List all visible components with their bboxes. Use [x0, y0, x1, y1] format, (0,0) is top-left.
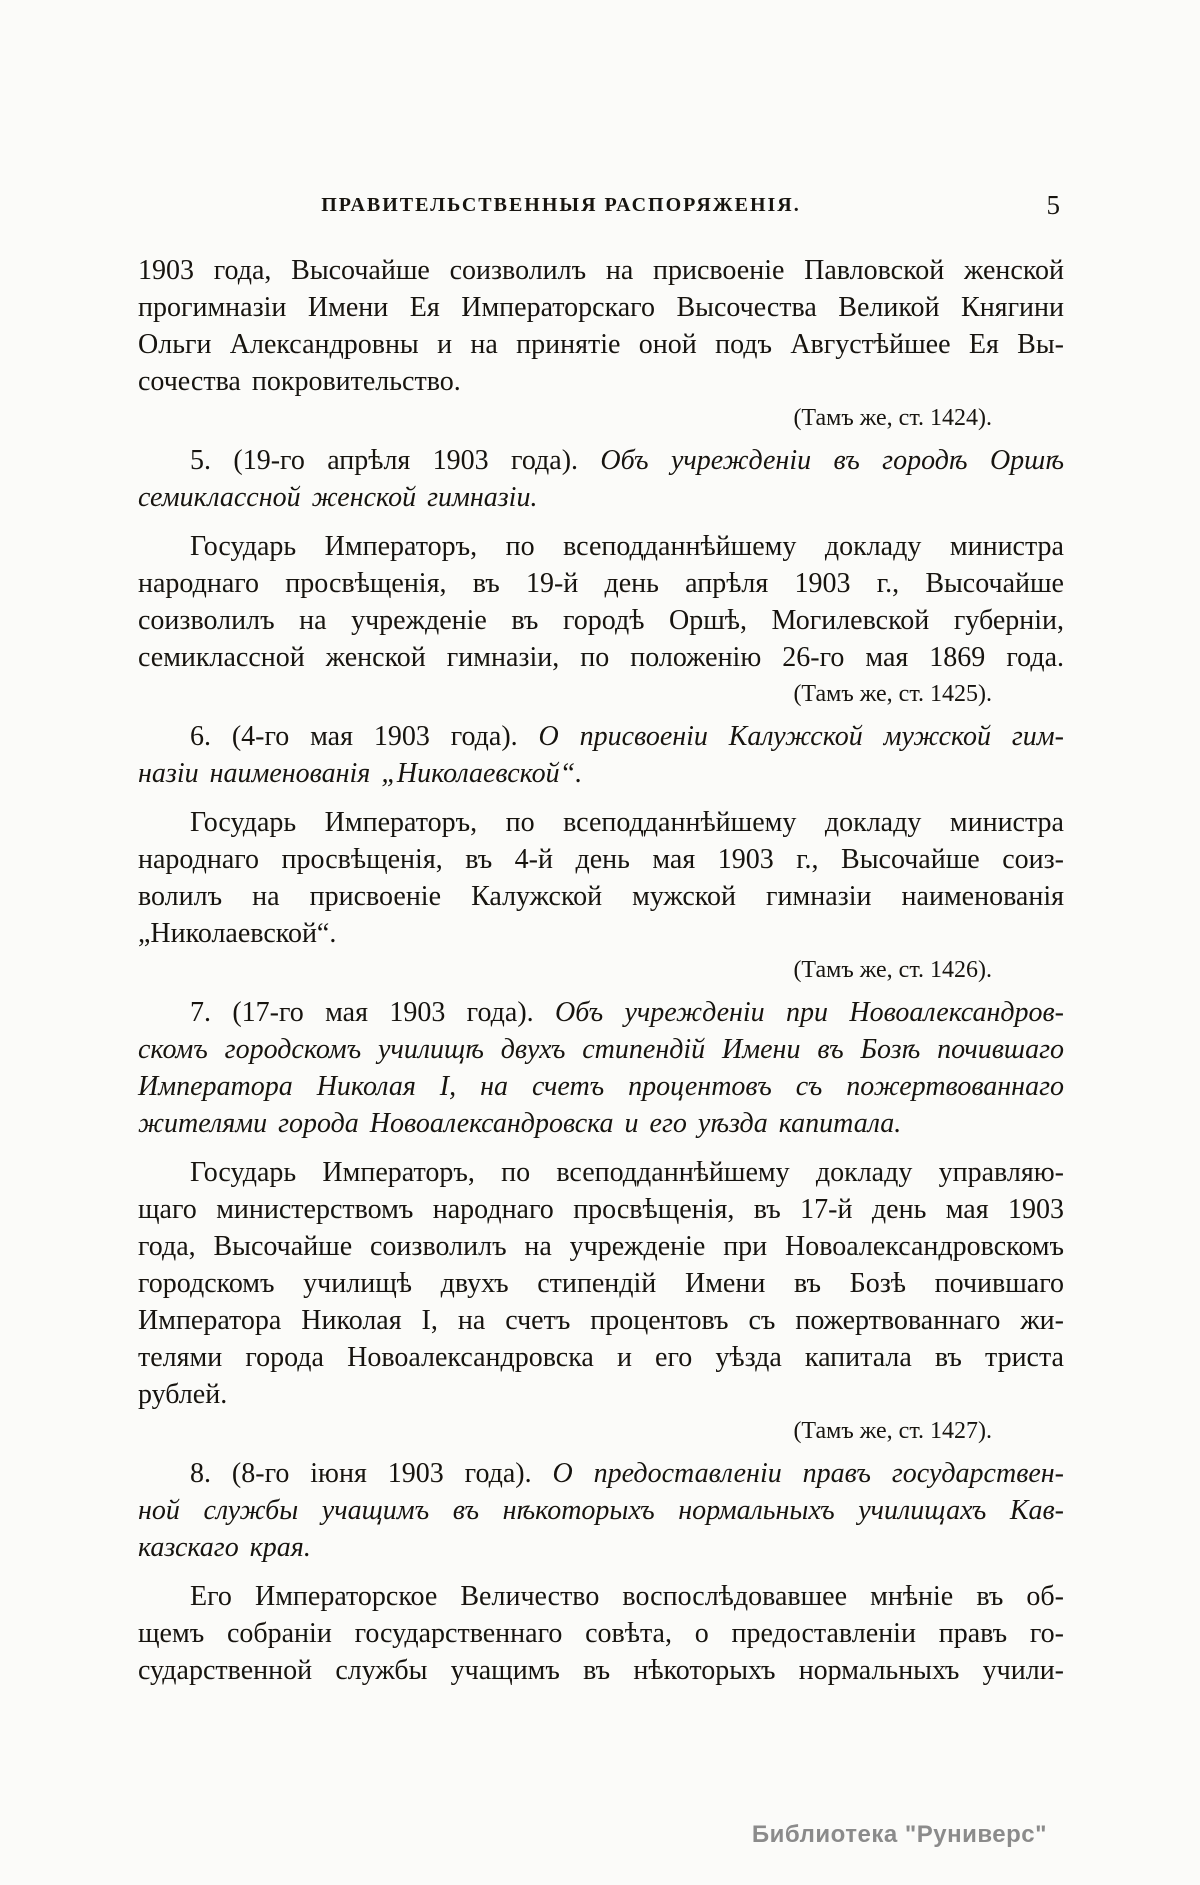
page-header [138, 190, 1064, 220]
text-line: народнаго просвѣщенія, въ 4-й день мая 1903 г., Высочайше соиз- [138, 844, 1064, 875]
text-line: Ольги Александровны и на принятіе оной подъ Августѣйшее Ея Вы- [138, 329, 1064, 360]
text-line: Государь Императоръ, по всеподданнѣйшему докладу управляю- [190, 1157, 1064, 1188]
citation: (Тамъ же, ст. 1426). [793, 957, 992, 983]
paragraph [138, 1154, 1064, 1413]
text-line: года, Высочайше соизволилъ на учрежденіе при Новоалександровскомъ [138, 1231, 1064, 1262]
heading-number-date: 5. (19-го апрѣля 1903 года). [190, 445, 601, 476]
heading-title-text: Объ учрежденіи при Новоалександров- [555, 997, 1064, 1028]
section-heading [138, 718, 1064, 792]
section-heading [138, 1455, 1064, 1566]
text-line [138, 994, 1064, 1031]
citation: (Тамъ же, ст. 1424). [793, 405, 992, 431]
text-line: щаго министерствомъ народнаго просвѣщенія, въ 17-й день мая 1903 [138, 1194, 1064, 1225]
text-line: семиклассной женской гимназіи. [138, 482, 538, 513]
text-line: щемъ собраніи государственнаго совѣта, о предоставленіи правъ го- [138, 1618, 1064, 1649]
text-line: „Николаевской“. [138, 918, 337, 949]
section-heading [138, 994, 1064, 1142]
text-line: семиклассной женской гимназіи, по положенію 26-го мая 1869 года. [138, 642, 1064, 673]
text-line: городскомъ училищѣ двухъ стипендій Имени въ Бозѣ почившаго [138, 1268, 1064, 1299]
text-line: рублей. [138, 1379, 228, 1410]
text-line: 1903 года, Высочайше соизволилъ на присвоеніе Павловской женской [138, 255, 1064, 286]
text-line: скомъ городскомъ училищѣ двухъ стипендій Имени въ Бозѣ почившаго [138, 1034, 1064, 1065]
text-line [138, 1455, 1064, 1492]
section-heading [138, 442, 1064, 516]
paragraph [138, 528, 1064, 676]
text-line: народнаго просвѣщенія, въ 19-й день апрѣля 1903 г., Высочайше [138, 568, 1064, 599]
text-line [138, 718, 1064, 755]
running-title: ПРАВИТЕЛЬСТВЕННЫЯ РАСПОРЯЖЕНІЯ. [321, 194, 801, 216]
page-number: 5 [1046, 190, 1060, 220]
text-line: назіи наименованія „Николаевской“. [138, 758, 583, 789]
paragraph [138, 252, 1064, 400]
text-line: Императора Николая I, на счетъ процентовъ съ пожертвованнаго жи- [138, 1305, 1064, 1336]
library-watermark: Библиотека "Руниверс" [751, 1821, 1047, 1848]
text-line: Императора Николая I, на счетъ процентовъ съ пожертвованнаго [138, 1071, 1064, 1102]
heading-number-date: 8. (8-го іюня 1903 года). [190, 1458, 553, 1489]
text-line: Государь Императоръ, по всеподданнѣйшему докладу министра [190, 531, 1064, 562]
text-line: волилъ на присвоеніе Калужской мужской гимназіи наименованія [138, 881, 1064, 912]
heading-title-text: Объ учрежденіи въ городѣ Оршѣ [600, 445, 1064, 476]
citation: (Тамъ же, ст. 1427). [793, 1418, 992, 1444]
text-line: жителями города Новоалександровска и его уѣзда капитала. [138, 1108, 902, 1139]
heading-number-date: 6. (4-го мая 1903 года). [190, 721, 539, 752]
citation: (Тамъ же, ст. 1425). [793, 681, 992, 707]
text-line: прогимназіи Имени Ея Императорскаго Высочества Великой Княгини [138, 292, 1064, 323]
page-body [138, 252, 1064, 1689]
heading-title-text: О предоставленіи правъ государствен- [552, 1458, 1064, 1489]
paragraph [138, 804, 1064, 952]
text-line: сочества покровительство. [138, 366, 461, 397]
text-line: Его Императорское Величество воспослѣдовавшее мнѣніе въ об- [190, 1581, 1064, 1612]
text-line: казскаго края. [138, 1532, 311, 1563]
paragraph [138, 1578, 1064, 1689]
text-line [138, 442, 1064, 479]
heading-number-date: 7. (17-го мая 1903 года). [190, 997, 556, 1028]
text-line: телями города Новоалександровска и его уѣзда капитала въ триста [138, 1342, 1064, 1373]
heading-title-text: О присвоеніи Калужской мужской гим- [538, 721, 1065, 752]
text-line: соизволилъ на учрежденіе въ городѣ Оршѣ, Могилевской губерніи, [138, 605, 1064, 636]
text-line: сударственной службы учащимъ въ нѣкоторыхъ нормальныхъ учили- [138, 1655, 1064, 1686]
text-line: Государь Императоръ, по всеподданнѣйшему докладу министра [190, 807, 1064, 838]
text-line: ной службы учащимъ въ нѣкоторыхъ нормальныхъ училищахъ Кав- [138, 1495, 1064, 1526]
